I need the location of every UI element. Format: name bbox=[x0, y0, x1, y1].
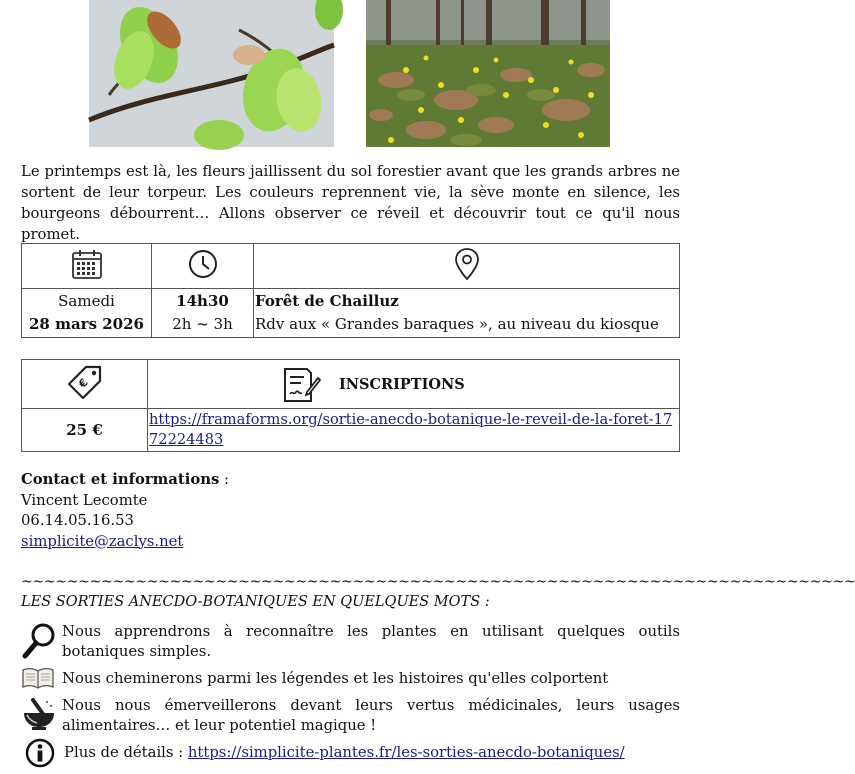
contact-label: Contact et informations bbox=[21, 471, 220, 488]
event-table bbox=[21, 243, 680, 338]
clock-cell bbox=[152, 244, 254, 289]
calendar-cell bbox=[22, 244, 152, 289]
info-icon bbox=[25, 738, 55, 768]
list-item bbox=[21, 696, 680, 736]
contact-phone: 06.14.05.16.53 bbox=[21, 512, 134, 529]
form-signature-icon bbox=[281, 366, 321, 404]
price-icon-cell bbox=[22, 360, 148, 409]
clock-icon bbox=[187, 248, 219, 280]
list-item bbox=[21, 622, 680, 662]
inscriptions-header-cell bbox=[148, 360, 680, 409]
event-day: Samedi bbox=[58, 292, 115, 310]
item-text: Nous cheminerons parmi les légendes et les histoires qu'elles colportent bbox=[62, 670, 609, 687]
open-book-icon bbox=[21, 666, 55, 690]
registration-table bbox=[21, 359, 680, 452]
event-duration: 2h ~ 3h bbox=[172, 315, 233, 333]
event-meeting: Rdv aux « Grandes baraques », au niveau du kiosque bbox=[255, 315, 659, 333]
contact-label-suffix: : bbox=[219, 471, 229, 488]
contact-block bbox=[21, 470, 229, 552]
section-heading: LES SORTIES ANECDO-BOTANIQUES EN QUELQUES MOTS : bbox=[21, 594, 490, 610]
separator: ~~~~~~~~~~~~~~~~~~~~~~~~~~~~~~~~~~~~~~~~~~~~~~~~~~~~~~~~~~~~~~~~~~~~~~~~~ bbox=[21, 574, 855, 590]
contact-email[interactable]: simplicite@zaclys.net bbox=[21, 532, 184, 550]
list-item bbox=[21, 743, 680, 763]
location-cell bbox=[254, 244, 680, 289]
item-text: Nous apprendrons à reconnaître les plantes en utilisant quelques outils botaniques simples. bbox=[62, 623, 680, 660]
right-photo bbox=[366, 0, 610, 147]
event-date: 28 mars 2026 bbox=[28, 315, 144, 333]
list-item bbox=[21, 669, 680, 689]
price-tag-icon bbox=[66, 363, 104, 401]
registration-link[interactable]: https://framaforms.org/sortie-anecdo-botanique-le-reveil-de-la-foret-1772224483 bbox=[149, 411, 673, 448]
calendar-icon bbox=[70, 247, 104, 281]
details-link[interactable]: https://simplicite-plantes.fr/les-sorties-anecdo-botaniques/ bbox=[187, 744, 625, 761]
details-label: Plus de détails : bbox=[64, 744, 188, 761]
magnifier-icon bbox=[21, 622, 57, 660]
mortar-pestle-icon bbox=[21, 696, 57, 732]
item-text: Nous nous émerveillerons devant leurs vertus médicinales, leurs usages alimentaires… et leur potentiel magique ! bbox=[62, 697, 680, 734]
inscriptions-heading: INSCRIPTIONS bbox=[339, 376, 465, 393]
event-time: 14h30 bbox=[176, 292, 229, 310]
intro-paragraph: Le printemps est là, les fleurs jaillissent du sol forestier avant que les grands arbres ne sortent de leur torpeur. Les couleurs reprennent vie, la sève monte en silence, les bourgeons débourrent… Allons observer ce réveil et découvrir tout ce qu'il nous promet. bbox=[21, 163, 680, 243]
event-place: Forêt de Chailluz bbox=[255, 292, 399, 310]
contact-name: Vincent Lecomte bbox=[21, 491, 148, 509]
left-photo bbox=[89, 0, 334, 147]
svg-text:€: € bbox=[75, 376, 91, 391]
price-value: 25 € bbox=[22, 409, 148, 452]
location-pin-icon bbox=[454, 247, 480, 281]
